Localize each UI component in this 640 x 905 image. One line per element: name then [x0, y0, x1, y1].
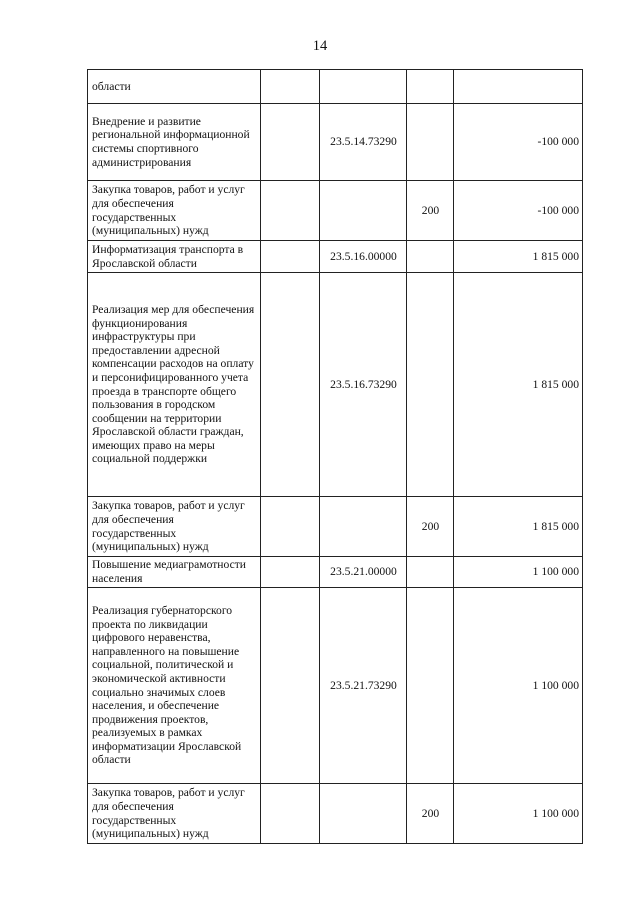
row-expense-type: 200 [407, 784, 454, 844]
empty-cell [261, 557, 320, 588]
row-code [320, 784, 407, 844]
row-name: Повышение медиаграмотности населения [88, 557, 261, 588]
empty-cell [261, 181, 320, 241]
empty-cell [261, 784, 320, 844]
page-number: 14 [312, 38, 328, 54]
table-row [88, 588, 583, 784]
row-code: 23.5.14.73290 [320, 104, 407, 181]
row-code [320, 181, 407, 241]
row-code [320, 70, 407, 104]
row-amount: 1 100 000 [454, 784, 583, 844]
row-amount: 1 815 000 [454, 273, 583, 497]
table-row [88, 70, 583, 104]
row-expense-type: 200 [407, 181, 454, 241]
row-expense-type [407, 557, 454, 588]
table-row [88, 181, 583, 241]
empty-cell [261, 497, 320, 557]
row-name: Внедрение и развитие региональной информационной системы спортивного администрирования [88, 104, 261, 181]
row-amount: 1 815 000 [454, 497, 583, 557]
row-code: 23.5.16.73290 [320, 273, 407, 497]
table-row [88, 241, 583, 273]
row-name: области [88, 70, 261, 104]
row-expense-type [407, 70, 454, 104]
empty-cell [261, 104, 320, 181]
row-amount: -100 000 [454, 104, 583, 181]
row-amount: -100 000 [454, 181, 583, 241]
row-expense-type [407, 273, 454, 497]
row-expense-type [407, 241, 454, 273]
empty-cell [261, 273, 320, 497]
budget-table [87, 69, 583, 844]
row-amount: 1 100 000 [454, 588, 583, 784]
table-row [88, 557, 583, 588]
table-row [88, 104, 583, 181]
row-name: Закупка товаров, работ и услуг для обеспечения государственных (муниципальных) нужд [88, 784, 261, 844]
row-name: Информатизация транспорта в Ярославской области [88, 241, 261, 273]
row-code [320, 497, 407, 557]
empty-cell [261, 70, 320, 104]
row-expense-type [407, 104, 454, 181]
row-name: Реализация мер для обеспечения функционирования инфраструктуры при предоставлении адресной компенсации расходов на оплату и персонифицированного учета проезда в транспорте общего пользования в городском сообщении на территории Ярославской области граждан, имеющих право на меры социальной поддержки [88, 273, 261, 497]
row-name: Закупка товаров, работ и услуг для обеспечения государственных (муниципальных) нужд [88, 497, 261, 557]
row-code: 23.5.21.73290 [320, 588, 407, 784]
row-amount: 1 100 000 [454, 557, 583, 588]
empty-cell [261, 588, 320, 784]
row-code: 23.5.21.00000 [320, 557, 407, 588]
table-row [88, 497, 583, 557]
empty-cell [261, 241, 320, 273]
row-expense-type [407, 588, 454, 784]
row-code: 23.5.16.00000 [320, 241, 407, 273]
table-row [88, 784, 583, 844]
row-amount: 1 815 000 [454, 241, 583, 273]
row-name: Закупка товаров, работ и услуг для обеспечения государственных (муниципальных) нужд [88, 181, 261, 241]
table-row [88, 273, 583, 497]
row-amount [454, 70, 583, 104]
row-expense-type: 200 [407, 497, 454, 557]
row-name: Реализация губернаторского проекта по ликвидации цифрового неравенства, направленного на повышение социальной, политической и экономической активности социально значимых слоев населения, и обеспечение продвижения проектов, реализуемых в рамках информатизации Ярославской области [88, 588, 261, 784]
